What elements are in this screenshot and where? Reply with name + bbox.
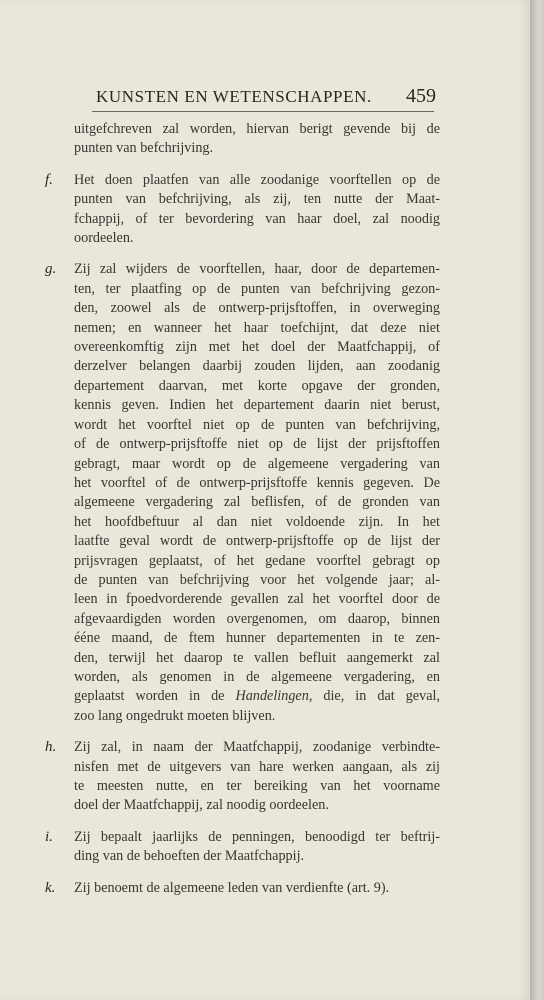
text-line: de punten van befchrijving voor het volgende jaar; al- (74, 571, 440, 588)
clause-marker: i. (45, 828, 53, 845)
clause-marker: g. (45, 261, 57, 278)
clause-marker: f. (45, 171, 53, 188)
text-line: kennis geven. Indien het departement daarin niet berust, (74, 397, 440, 414)
clause-h (40, 738, 440, 816)
text-line: geplaatst worden in de Handelingen, die, in dat geval, (74, 688, 440, 705)
clause-f (40, 171, 440, 249)
text-line: worden, als genomen in de algemeene vergadering, en (74, 668, 440, 685)
page-header (96, 85, 436, 113)
text-line: punten van befchrijving, als zij, ten nutte der Maat- (74, 191, 440, 208)
text-line: overeenkomftig zijn met het doel der Maatfchappij, of (74, 339, 440, 356)
text-line: departement daarvan, met korte opgave der gronden, (74, 377, 440, 394)
text-line: algemeene vergadering zal beflisfen, of de gronden van (74, 494, 440, 511)
text-line: doel der Maatfchappij, zal noodig oordeelen. (74, 797, 329, 814)
text-line: laatfte geval wordt de ontwerp-prijsftoffe op de lijst der (74, 533, 440, 550)
text-line: nisfen met de uitgevers van hare werken aangaan, als zij (74, 758, 440, 775)
clause-g (40, 260, 440, 726)
text-line: zoo lang ongedrukt moeten blijven. (74, 707, 276, 724)
text-line: ding van de behoeften der Maatfchappij. (74, 848, 305, 865)
text-line: het hoofdbeftuur al dan niet voldoende zijn. In het (74, 513, 440, 530)
text-line: den, terwijl het daarop te vallen befluit aangemerkt zal (74, 649, 440, 666)
text-line: afgevaardigden worden overgenomen, om daarop, binnen (74, 610, 440, 627)
text-line: gebragt, maar wordt op de algemeene vergadering van (74, 455, 440, 472)
text-line: Zij benoemt de algemeene leden van verdienfte (art. 9). (74, 879, 390, 896)
text-line: het voorftel of de ontwerp-prijsftoffe kennis gegeven. De (74, 474, 440, 491)
text-line: prijsvragen geplaatst, of het gedane voorftel gebragt op (74, 552, 440, 569)
text-line: Zij zal wijders de voorftellen, haar, door de departemen- (74, 261, 440, 278)
clause-k (40, 879, 440, 898)
page-edge (530, 0, 544, 1000)
text-line: nemen; en wanneer het haar toefchijnt, dat deze niet (74, 319, 440, 336)
text-line: den, zoowel als de ontwerp-prijsftoffen, in overweging (74, 300, 440, 317)
text-line: leen in fpoedvorderende gevallen zal het voorftel door de (74, 591, 440, 608)
text-line: wordt het voorftel niet op de punten van befchrijving, (74, 416, 440, 433)
clause-marker: h. (45, 739, 57, 756)
running-title: KUNSTEN EN WETENSCHAPPEN. (96, 87, 372, 106)
text-line: Het doen plaatfen van alle zoodanige voorftellen op de (74, 171, 440, 188)
text-line: derzelver belangen daarbij zouden lijden, aan zoodanig (74, 358, 440, 375)
clause-continuation (40, 120, 440, 159)
page-number: 459 (406, 85, 436, 107)
text-line: oordeelen. (74, 230, 134, 247)
text-line: of de ontwerp-prijsftoffe niet op de lijst der prijsftoffen (74, 436, 440, 453)
text-line: fchappij, of ter bevordering van haar doel, zal noodig (74, 210, 440, 227)
text-line: punten van befchrijving. (74, 140, 214, 157)
text-line: ten, ter plaatfing op de punten van befchrijving gezon- (74, 280, 440, 297)
text-line: ééne maand, de ftem hunner departementen in te zen- (74, 630, 440, 647)
text-line: Zij bepaalt jaarlijks de penningen, benoodigd ter beftrij- (74, 828, 440, 845)
text-line: te meesten nutte, en ter bereiking van het voorname (74, 778, 440, 794)
header-rule (92, 111, 434, 112)
body-text (40, 120, 440, 910)
text-line: Zij zal, in naam der Maatfchappij, zoodanige verbindte- (74, 739, 440, 756)
clause-marker: k. (45, 879, 56, 896)
text-line: uitgefchreven zal worden, hiervan berigt gevende bij de (74, 121, 440, 137)
clause-i (40, 828, 440, 867)
